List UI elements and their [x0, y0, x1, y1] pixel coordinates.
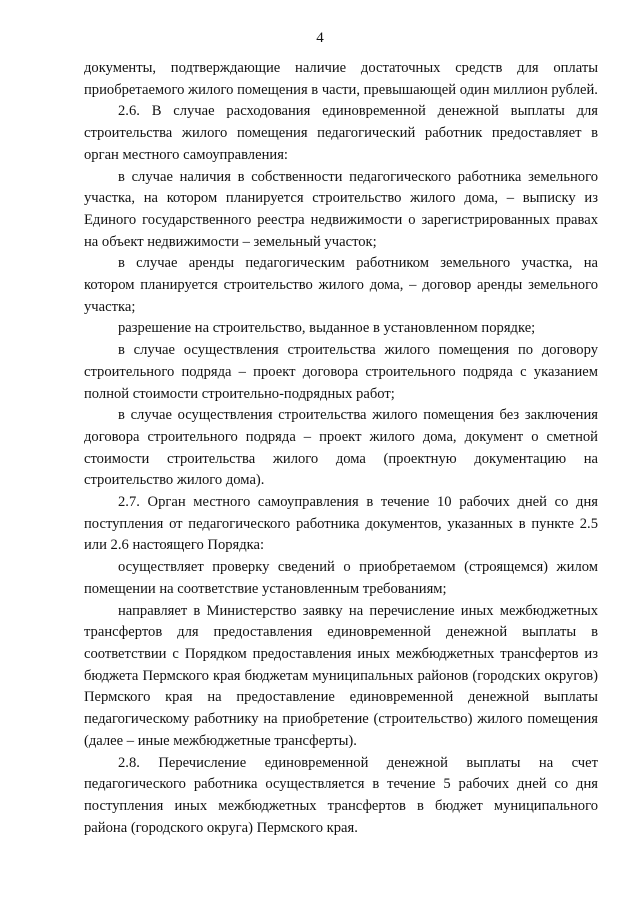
document-body	[84, 58, 598, 839]
paragraph-land-ownership: в случае наличия в собственности педагогического работника земельного участка, на котором планируется строительство жилого дома, – выписку из Единого государственного реестра недвижимости о зарегистрированных правах на объект недвижимости – земельный участок;	[84, 168, 598, 250]
paragraph-building-permit: разрешение на строительство, выданное в установленном порядке;	[118, 320, 536, 337]
paragraph-land-lease: в случае аренды педагогическим работником земельного участка, на котором планируется строительство жилого дома, – договор аренды земельного участка;	[84, 255, 598, 315]
paragraph-continuation: документы, подтверждающие наличие достаточных средств для оплаты приобретаемого жилого помещения в части, превышающей один миллион рублей.	[84, 60, 598, 98]
paragraph-no-contract: в случае осуществления строительства жилого помещения без заключения договора строительного подряда – проект жилого дома, документ о сметной стоимости строительства жилого дома (проектную документацию на строительство жилого дома).	[84, 407, 598, 489]
paragraph-clause-2-7: 2.7. Орган местного самоуправления в течение 10 рабочих дней со дня поступления от педагогического работника документов, указанных в пункте 2.5 или 2.6 настоящего Порядка:	[84, 494, 598, 554]
paragraph-ministry-request: направляет в Министерство заявку на перечисление иных межбюджетных трансфертов для предоставления единовременной денежной выплаты в соответствии с Порядком предоставления иных межбюджетных трансфертов из бюджета Пермского края бюджетам муниципальных районов (городских округов) Пермского края на предоставление единовременной денежной выплаты педагогическому работнику на приобретение (строительство) жилого помещения (далее – иные межбюджетные трансферты).	[84, 602, 598, 749]
paragraph-clause-2-6: 2.6. В случае расходования единовременной денежной выплаты для строительства жилого помещения педагогический работник предоставляет в орган местного самоуправления:	[84, 103, 598, 163]
page-number: 4	[316, 30, 324, 46]
paragraph-verification: осуществляет проверку сведений о приобретаемом (строящемся) жилом помещении на соответствие установленным требованиям;	[84, 559, 598, 597]
paragraph-clause-2-8: 2.8. Перечисление единовременной денежной выплаты на счет педагогического работника осуществляется в течение 5 рабочих дней со дня поступления иных межбюджетных трансфертов в бюджет муниципального района (городского округа) Пермского края.	[84, 754, 598, 836]
paragraph-construction-contract: в случае осуществления строительства жилого помещения по договору строительного подряда – проект договора строительного подряда с указанием полной стоимости строительно-подрядных работ;	[84, 342, 598, 402]
